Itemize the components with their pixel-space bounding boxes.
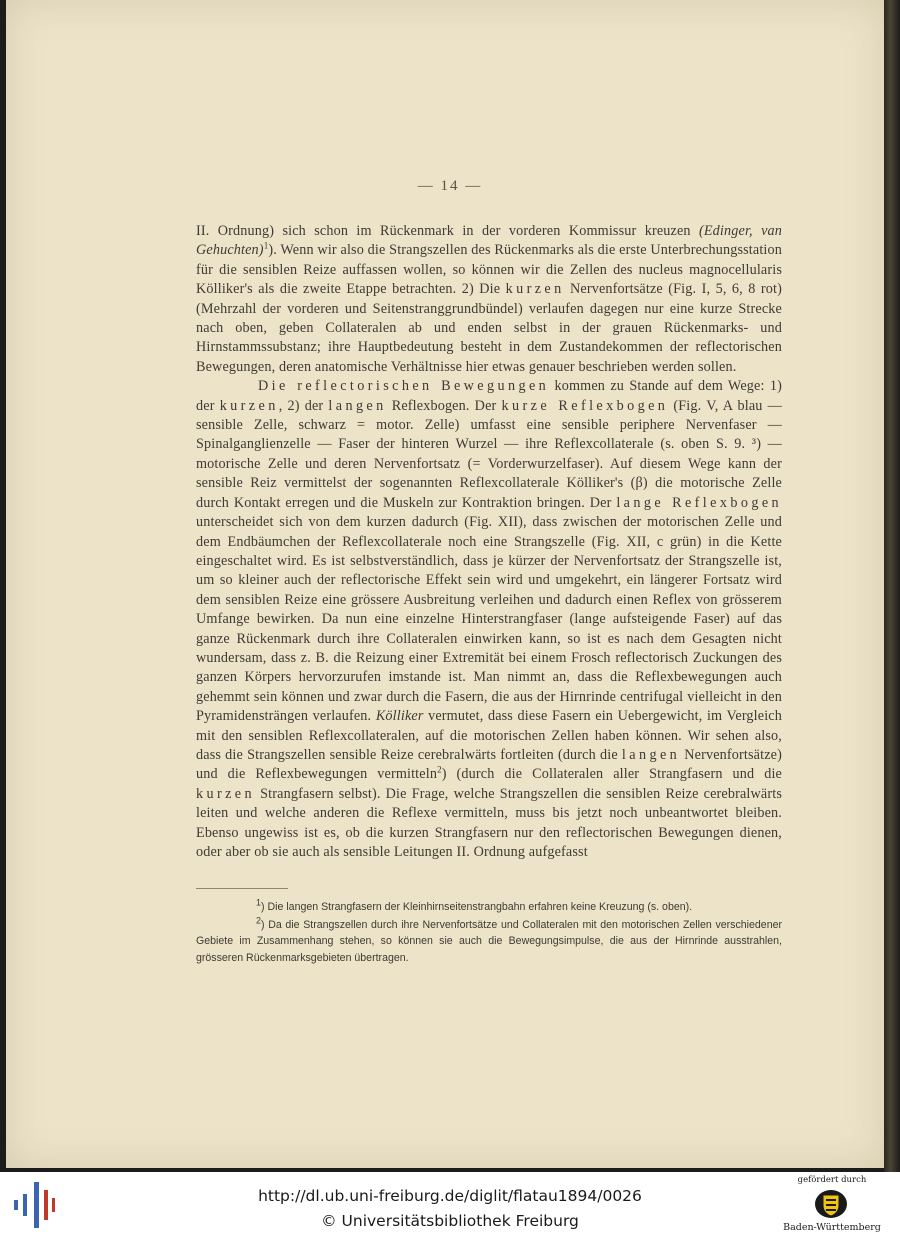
text-run: ) (durch die Collateralen aller Strangfasern und die <box>441 766 782 783</box>
text-run: II. Ordnung) sich schon im Rückenmark in der vorderen Kommissur kreuzen <box>196 223 699 239</box>
footnote-text: ) Die langen Strangfasern der Kleinhirnseitenstrangbahn erfahren keine Kreuzung (s. oben). <box>261 901 693 913</box>
spaced-text: kurzen <box>196 785 255 802</box>
baden-wuerttemberg-crest-icon <box>814 1187 848 1219</box>
footnotes <box>196 899 782 968</box>
text-run: Nervenfortsätze) und die Reflexbewegungen vermitteln <box>196 746 782 783</box>
spaced-text: Die reflectorischen Bewegungen <box>258 378 550 395</box>
footnote-reference: 2 <box>437 764 442 775</box>
footnote-text: ) Da die Strangszellen durch ihre Nervenfortsätze und Collateralen mit den motorischen Zellen verschiedener Gebiete im Zusammenhang stehen, so können sie auch die Bewegungsimpulse, die aus der Hirnrinde ausstrahlen, grösseren Rückenmarksgebieten übertragen. <box>196 919 782 964</box>
italic-text: Kölliker <box>375 708 424 725</box>
text-run: unterscheidet sich von dem kurzen dadurch (Fig. XII), dass zwischen der motorischen Zelle und dem Endbäumchen der Reflexcollaterale noch eine Strangszelle (Fig. XII, c grün) in die Kette eingeschaltet wird. Es ist selbstverständlich, dass je kürzer der Nervenfortsatz der Strangszelle ist, um so kleiner auch der reflectorische Effekt sein wird und umgekehrt, ein längerer Fortsatz wird dem sensiblen Reize eine grössere Ausbreitung verleihen und dadurch einen Reflex von grösserem Umfange bewirken. Da nun eine einzelne Hinterstrangfaser (lange aufsteigende Faser) auf das ganze Rückenmark durch ihre Collateralen einwirken kann, so ist es nach dem Gesagten nicht wundersam, dass z. B. die Reizung einer Extremität bei einem Frosch reflectorisch Zuckungen des ganzen Körpers hervorzurufen imstande ist. Man nimmt an, dass die Reflexbewegungen auch gehemmt sein können und zwar durch die Fasern, die aus der Hirnrinde centrifugal vielleicht in den Pyramidensträngen verlaufen. <box>196 514 782 725</box>
document-url-link[interactable]: http://dl.ub.uni-freiburg.de/diglit/flatau1894/0026 <box>258 1187 642 1205</box>
text-run: Strangfasern selbst). Die Frage, welche Strangszellen die sensiblen Reize cerebralwärts leiten und welche anderen die Reflexe vermitteln, muss bis jetzt noch unbeantwortet bleiben. Ebenso ungewiss ist es, ob die kurzen Strangfasern nur den reflectorischen Bewegungen dienen, oder aber ob sie auch als sensible Leitungen II. Ordnung aufgefasst <box>196 785 782 860</box>
text-run: (Fig. V, A blau — sensible Zelle, schwarz = motor. Zelle) umfasst eine sensible periphere Nervenfaser — Spinalganglienzelle — Faser der hinteren Wurzel — ihre Reflexcollaterale (s. oben S. 9. ³) — motorische Zelle und deren Nervenfortsatz (= Vorderwurzelfaser). Auf diesem Wege kann der sensible Reiz vermittelst der sogenannten Reflexcollaterale Kölliker's (β) die motorische Zelle durch Kontakt erregen und die Muskeln zur Kontraktion bringen. Der <box>196 397 782 511</box>
footnote-rule <box>196 888 288 889</box>
italic-text: (Edinger, van Gehuchten) <box>196 223 782 259</box>
spaced-text: lange Reflexbogen <box>616 494 783 511</box>
text-run: Nervenfortsätze (Fig. I, 5, 6, 8 rot) (Mehrzahl der vorderen und Seitenstranggrundbündel) verlaufen dagegen nur eine kurze Strecke nach oben, geben Collateralen ab und enden selbst in der grauen Rückenmarks- und Hirnstammssubstanz; ihre Hauptbedeutung besteht in dem Zustandekommen der reflectorischen Bewegungen, deren anatomische Verhältnisse hier etwas genauer beschrieben werden sollen. <box>196 281 782 375</box>
spaced-text: langen <box>621 746 681 763</box>
sponsor-name: Baden-Württemberg <box>783 1222 881 1233</box>
text-run: vermutet, dass diese Fasern ein Uebergewicht, im Vergleich mit den sensiblen Reflexcollateralen, auf die motorischen Zellen haben können. Wir sehen also, dass die Strangszellen sensible Reize cerebralwärts fortleiten (durch die <box>196 708 782 763</box>
footnote <box>196 899 782 915</box>
footnote <box>196 917 782 966</box>
paragraph <box>196 222 782 377</box>
sponsor-badge <box>776 1175 888 1235</box>
page-number: — 14 — <box>417 178 483 194</box>
footnote-mark: 1 <box>256 897 262 908</box>
paragraph <box>196 377 782 862</box>
copyright-notice: © Universitätsbibliothek Freiburg <box>321 1212 579 1230</box>
text-run: Reflexbogen. Der <box>386 397 502 414</box>
spaced-text: kurzen <box>505 281 565 298</box>
text-run: ). Wenn wir also die Strangszellen des Rückenmarks als die erste Unterbrechungsstation für die sensiblen Reize auffassen wollen, so können wir die Zellen des nucleus magnocellularis Kölliker's als die zweite Etappe betrachten. 2) Die <box>196 242 782 298</box>
spaced-text: kurzen <box>219 397 279 414</box>
text-run: kommen zu Stande auf dem Wege: 1) der <box>196 378 782 414</box>
body-text <box>196 222 782 862</box>
footnote-reference: 1 <box>263 240 269 251</box>
spaced-text: langen <box>328 397 387 414</box>
spaced-text: kurze Reflexbogen <box>501 397 669 414</box>
page-edge <box>884 0 900 1172</box>
text-run: , 2) der <box>278 397 329 414</box>
sponsor-label: gefördert durch <box>797 1175 867 1185</box>
footnote-mark: 2 <box>256 915 262 926</box>
